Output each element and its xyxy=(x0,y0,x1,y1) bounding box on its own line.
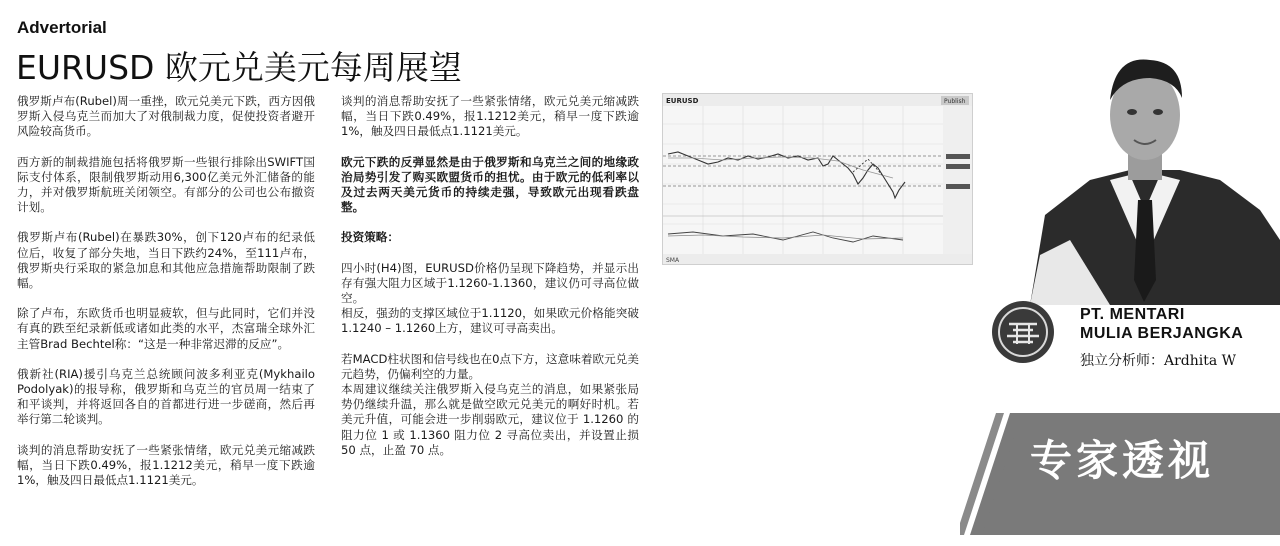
paragraph: 俄罗斯卢布(Rubel)在暴跌30%，创下120卢布的纪录低位后，收复了部分失地，当日下跌约24%，至111卢布，俄罗斯央行采取的紧急加息和其他应急措施帮助限制了跌幅。 xyxy=(17,230,315,291)
company-name-line1: PT. MENTARI xyxy=(1080,306,1185,323)
paragraph: 相反，强劲的支撑区域位于1.1120，如果欧元价格能突破 1.1240 – 1.1260上方，建议可寻高卖出。 xyxy=(341,306,639,336)
chart-publish-label: Publish xyxy=(944,98,966,105)
paragraph: 四小时(H4)图，EURUSD价格仍呈现下降趋势，并显示出存有强大阻力区域于1.1260-1.1360，建议仍可寻高位做空。 xyxy=(341,260,639,306)
article-column-2 xyxy=(341,94,639,458)
paragraph: 除了卢布，东欧货币也明显疲软，但与此同时，它们并没有真的跌至纪录新低或诸如此类的水平，杰富瑞全球外汇主管Brad Bechtel称：“这是一种非常迟滞的反应”。 xyxy=(17,306,315,351)
chart-footer-label: SMA xyxy=(666,257,680,264)
paragraph: 若MACD柱状图和信号线也在0点下方，这意味着欧元兑美元趋势，仍偏利空的力量。 xyxy=(341,351,639,381)
analyst-portrait xyxy=(1010,40,1280,305)
paragraph: 俄罗斯卢布(Rubel)周一重挫，欧元兑美元下跌，西方因俄罗斯入侵乌克兰而加大了对俄制裁力度，促使投资者避开风险较高货币。 xyxy=(17,94,315,139)
company-name-line2: MULIA BERJANGKA xyxy=(1080,325,1244,342)
paragraph: 俄新社(RIA)援引乌克兰总统顾问波多利亚克(Mykhailo Podolyak)的报导称，俄罗斯和乌克兰的官员周一结束了和平谈判，并将返回各自的首都进行进一步磋商，然后再举行第二轮谈判。 xyxy=(17,366,315,427)
paragraph: 欧元下跌的反弹显然是由于俄罗斯和乌克兰之间的地缘政治局势引发了购买欧盟货币的担忧。由于欧元的低利率以及过去两天美元货币的持续走强，导致欧元出现看跌盘整。 xyxy=(341,154,639,215)
paragraph: 本周建议继续关注俄罗斯入侵乌克兰的消息，如果紧张局势仍继续升温，那么就是做空欧元兑美元的啊好时机。若美元升值，可能会进一步削弱欧元，建议位于 1.1260 的阻力位 1 或 1.1360 阻力位 2 寻高位卖出，并设置止损 50 点，止盈 70 点。 xyxy=(341,382,639,457)
price-chart-screenshot xyxy=(662,93,973,265)
article-column-1 xyxy=(17,94,315,488)
chart-graphic xyxy=(663,94,972,264)
paragraph: 西方新的制裁措施包括将俄罗斯一些银行排除出SWIFT国际支付体系，限制俄罗斯动用6,300亿美元外汇储备的能力，并对俄罗斯航班关闭领空。有部分的公司也公布撤资计划。 xyxy=(17,154,315,215)
paragraph: 谈判的消息帮助安抚了一些紧张情绪，欧元兑美元缩减跌幅，当日下跌0.49%，报1.1212美元，稍早一度下跌逾1%，触及四日最低点1.1121美元。 xyxy=(341,94,639,139)
section-heading: 投资策略： xyxy=(341,230,399,245)
advertorial-tag: Advertorial xyxy=(17,18,107,37)
analyst-credit: 独立分析师：Ardhita W xyxy=(1080,353,1237,369)
paragraph: 谈判的消息帮助安抚了一些紧张情绪，欧元兑美元缩减跌幅，当日下跌0.49%，报1.1212美元，稍早一度下跌逾1%，触及四日最低点1.1121美元。 xyxy=(17,442,315,488)
company-logo xyxy=(991,300,1055,364)
company-name xyxy=(1080,305,1243,343)
page-title: EURUSD 欧元兑美元每周展望 xyxy=(16,48,462,87)
chart-symbol: EURUSD xyxy=(666,97,699,105)
expert-banner-text: 专家透视 xyxy=(1030,436,1215,485)
